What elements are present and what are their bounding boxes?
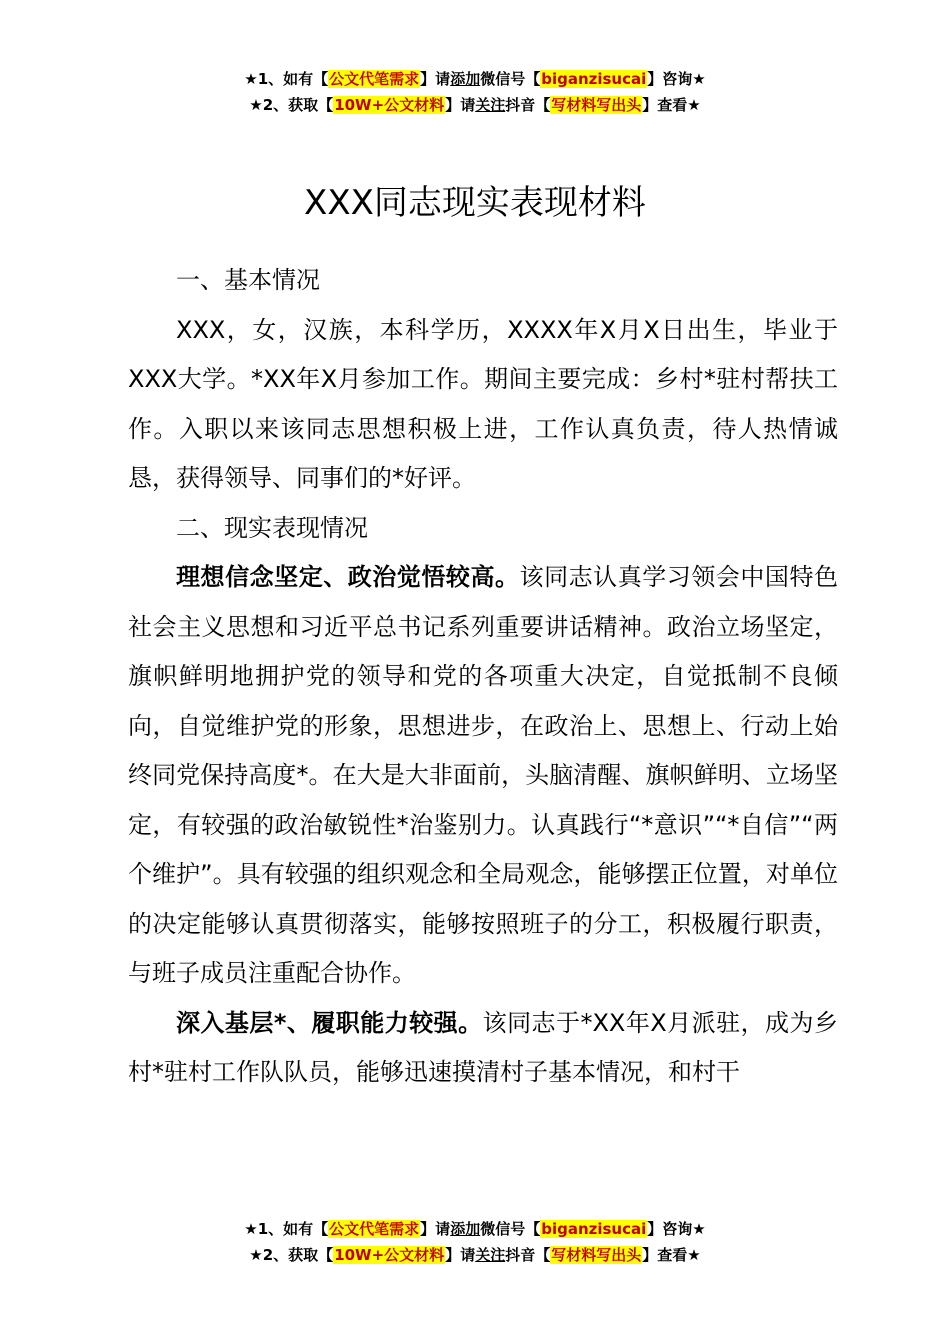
promo-text: ★2、获取【 <box>249 1246 334 1264</box>
document-title: XXX同志现实表现材料 <box>304 183 646 223</box>
section-heading-basic: 一、基本情况 <box>176 266 320 294</box>
promo-line-2 <box>0 92 950 118</box>
performance-paragraph-2 <box>128 999 838 1098</box>
promo-text: 】请 <box>445 1246 476 1264</box>
promo-text: 微信号【 <box>480 70 541 88</box>
promo-highlight: 写材料写出头 <box>551 1246 642 1264</box>
promo-underline: 关注 <box>475 96 506 114</box>
promo-highlight: 10W+公文材料 <box>334 96 445 114</box>
promo-line-1 <box>0 66 950 92</box>
section-heading-performance: 二、现实表现情况 <box>176 513 368 542</box>
promo-highlight: biganzisucai <box>541 1220 647 1238</box>
promo-text: 】请 <box>420 70 451 88</box>
promo-highlight: 写材料写出头 <box>551 96 642 114</box>
promo-underline: 添加 <box>450 70 481 88</box>
document-body <box>128 256 838 1098</box>
promo-underline: 添加 <box>450 1220 481 1238</box>
promo-line-2 <box>0 1242 950 1268</box>
paragraph-text: 该同志认真学习领会中国特色社会主义思想和习近平总书记系列重要讲话精神。政治立场坚定，旗帜鲜明地拥护党的领导和党的各项重大决定，自觉抵制不良倾向，自觉维护党的形象，思想进步，在政治上、思想上、行动上始终同党保持高度*。在大是大非面前，头脑清醒、旗帜鲜明、立场坚定，有较强的政治敏锐性*治鉴别力。认真践行“*意识”“*自信”“两个维护”。具有较强的组织观念和全局观念，能够摆正位置，对单位的决定能够认真贯彻落实，能够按照班子的分工，积极履行职责，与班子成员注重配合协作。 <box>128 563 839 987</box>
promo-text: 】咨询★ <box>647 70 706 88</box>
promo-highlight: 公文代笔需求 <box>329 1220 420 1238</box>
promo-line-1 <box>0 1216 950 1242</box>
promo-text: 抖音【 <box>505 1246 551 1264</box>
basic-info-paragraph: XXX，女，汉族，本科学历，XXXX年X月X日出生，毕业于XXX大学。*XX年X月参加工作。期间主要完成：乡村*驻村帮扶工作。入职以来该同志思想积极上进，工作认真负责，待人热情诚恳，获得领导、同事们的*好评。 <box>128 315 838 492</box>
promo-text: 】查看★ <box>642 1246 701 1264</box>
paragraph-text: 该同志于*XX年X月派驻，成为乡村*驻村工作队队员，能够迅速摸清村子基本情况，和村干 <box>128 1008 838 1086</box>
promo-text: ★2、获取【 <box>249 96 334 114</box>
promo-text: 】请 <box>445 96 476 114</box>
paragraph-lead: 深入基层*、履职能力较强。 <box>176 1008 483 1037</box>
promo-text: 】请 <box>420 1220 451 1238</box>
promo-text: 】查看★ <box>642 96 701 114</box>
promo-text: ★1、如有【 <box>244 1220 329 1238</box>
promo-highlight: biganzisucai <box>541 70 647 88</box>
promo-text: 抖音【 <box>505 96 551 114</box>
footer-promo-banner <box>0 1216 950 1268</box>
header-promo-banner <box>0 66 950 118</box>
promo-highlight: 公文代笔需求 <box>329 70 420 88</box>
promo-highlight: 10W+公文材料 <box>334 1246 445 1264</box>
promo-underline: 关注 <box>475 1246 506 1264</box>
performance-paragraph-1 <box>128 553 838 999</box>
promo-text: 微信号【 <box>480 1220 541 1238</box>
promo-text: ★1、如有【 <box>244 70 329 88</box>
promo-text: 】咨询★ <box>647 1220 706 1238</box>
paragraph-lead: 理想信念坚定、政治觉悟较高。 <box>176 563 520 591</box>
